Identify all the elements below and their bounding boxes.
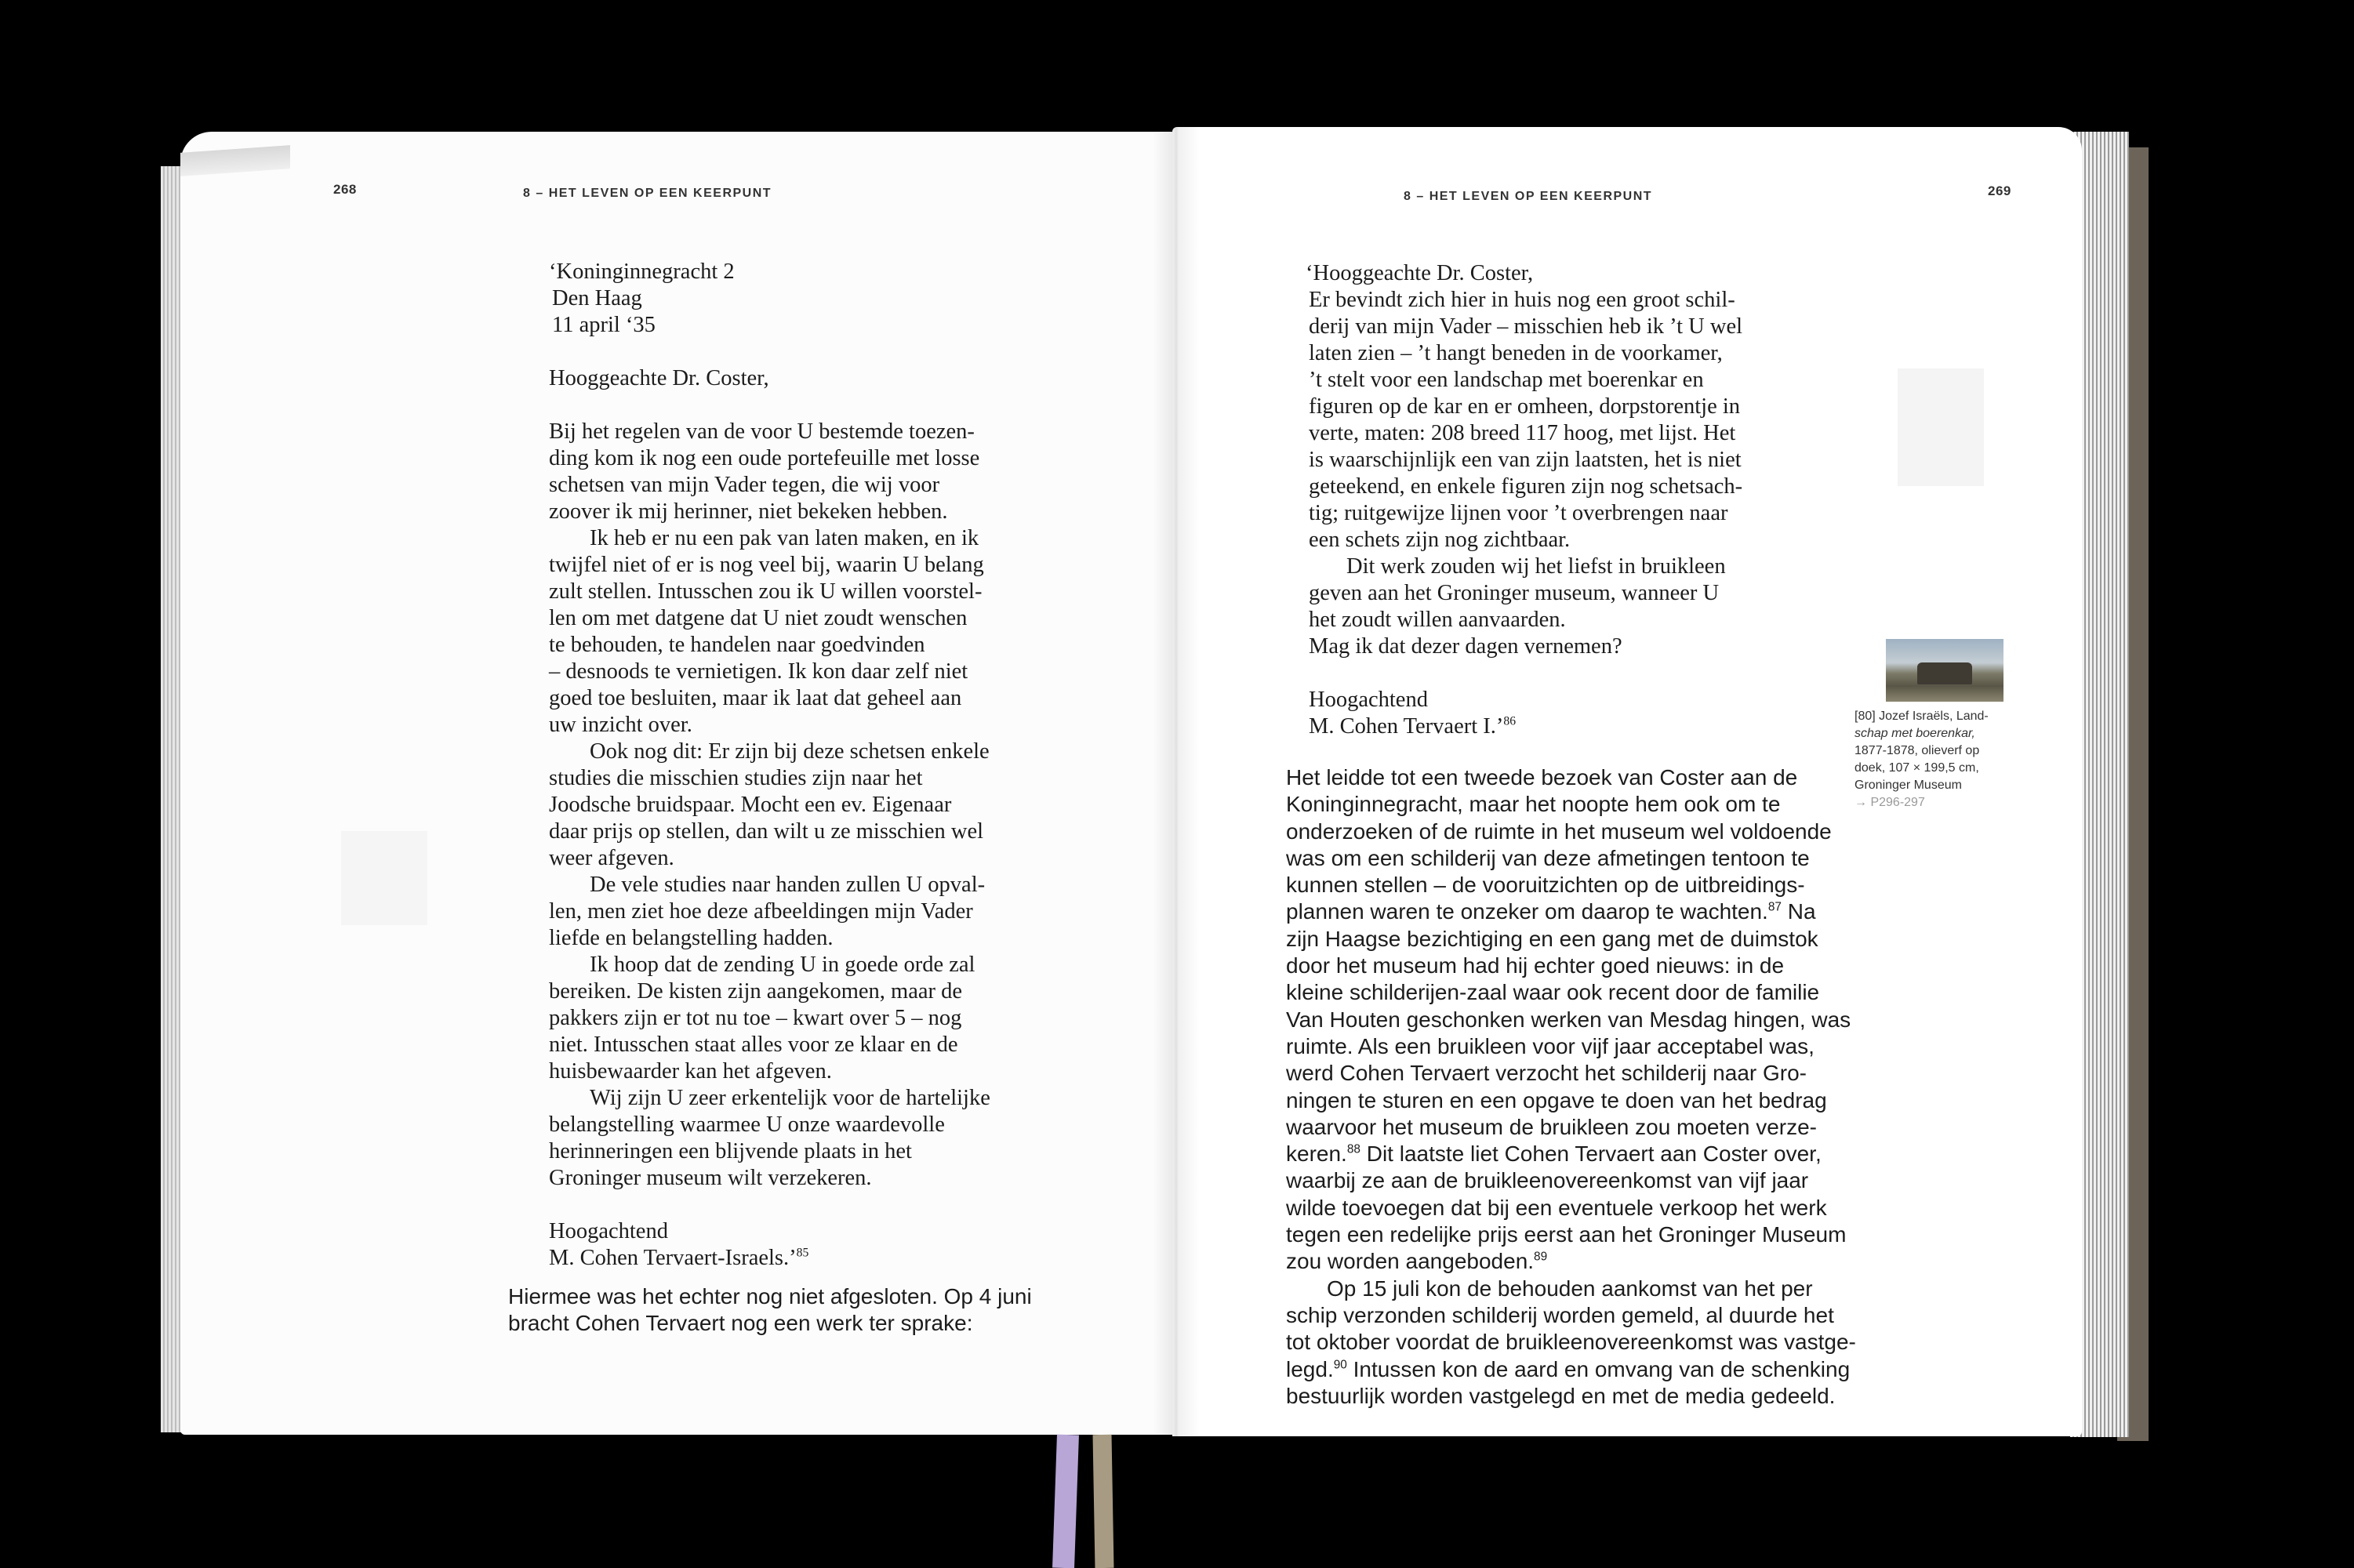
body-line: plannen waren te onzeker om daarop te wachten.$^{87}$ Na — [1286, 899, 1816, 924]
letter-line: Mag ik dat dezer dagen vernemen? — [1309, 634, 1622, 659]
body-line: werd Cohen Tervaert verzocht het schilderij naar Gro- — [1286, 1061, 1807, 1086]
letter-line: goed toe besluiten, maar ik laat dat geheel aan — [549, 686, 962, 710]
body-line: tegen een redelijke prijs eerst aan het Groninger Museum — [1286, 1222, 1847, 1247]
body-line: schip verzonden schilderij worden gemeld, al duurde het — [1286, 1302, 1834, 1327]
letter-line: tig; ruitgewijze lijnen voor ’t overbrengen naar — [1309, 501, 1728, 525]
caption-line: [80] Jozef Israëls, Land- — [1855, 710, 1989, 723]
left-page-number: 268 — [333, 182, 357, 197]
letter-line: studies die misschien studies zijn naar het — [549, 766, 923, 790]
letter-line: figuren op de kar en er omheen, dorpstorentje in — [1309, 394, 1741, 419]
body-line: waarbij ze aan de bruikleenovereenkomst van vijf jaar — [1286, 1168, 1809, 1193]
letter-line: pakkers zijn er tot nu toe – kwart over 5 – nog — [549, 1006, 962, 1030]
letter-line: ‘Koninginnegracht 2 — [549, 260, 735, 284]
caption-line: 1877-1878, olieverf op — [1855, 744, 1980, 757]
body-line: Het leidde tot een tweede bezoek van Coster aan de — [1286, 765, 1798, 789]
letter-line: De vele studies naar handen zullen U opval- — [590, 873, 986, 897]
footnote-ref: 86 — [1503, 714, 1517, 728]
figure-caption — [1855, 708, 2019, 811]
letter-line: ding kom ik nog een oude portefeuille met losse — [549, 446, 980, 470]
caption-line: doek, 107 × 199,5 cm, — [1855, 761, 1979, 775]
letter-line: Den Haag — [552, 286, 642, 310]
body-line: Op 15 juli kon de behouden aankomst van het per — [1327, 1276, 1813, 1301]
letter-line: niet. Intusschen staat alles voor ze klaar en de — [549, 1033, 958, 1057]
body-line: Koninginnegracht, maar het noopte hem ook om te — [1286, 792, 1781, 817]
letter-line: weer afgeven. — [549, 846, 674, 870]
letter-line: len om met datgene dat U niet zoudt wenschen — [549, 606, 968, 630]
body-line: Hiermee was het echter nog niet afgesloten. Op 4 juni — [508, 1284, 1032, 1308]
footnote-ref: 89 — [1534, 1250, 1548, 1265]
body-line: door het museum had hij echter goed nieuws: in de — [1286, 953, 1785, 978]
letter-line: Groninger museum wilt verzekeren. — [549, 1166, 872, 1190]
caption-line: Groninger Museum — [1855, 779, 1962, 792]
letter-line: daar prijs op stellen, dan wilt u ze misschien wel — [549, 819, 984, 844]
footnote-ref: 88 — [1346, 1142, 1360, 1156]
body-line: bestuurlijk worden vastgelegd en met de media gedeeld. — [1286, 1383, 1836, 1408]
letter-line: Hoogachtend — [549, 1219, 668, 1243]
letter-line: ’t stelt voor een landschap met boerenkar en — [1309, 368, 1704, 392]
letter-line: twijfel niet of er is nog veel bij, waarin U belang — [549, 553, 984, 577]
purple-bookmark-ribbon — [1052, 1435, 1079, 1568]
letter-line: len, men ziet hoe deze afbeeldingen mijn Vader — [549, 899, 973, 924]
body-line: kunnen stellen – de vooruitzichten op de uitbreidings- — [1286, 873, 1805, 898]
body-line: Van Houten geschonken werken van Mesdag hingen, was — [1286, 1007, 1851, 1032]
body-line: was om een schilderij van deze afmetingen tentoon te — [1286, 845, 1810, 870]
letter-line: derij van mijn Vader – misschien heb ik ’t U wel — [1309, 314, 1743, 339]
letter-line: Hooggeachte Dr. Coster, — [549, 366, 769, 390]
letter-line: herinneringen een blijvende plaats in het — [549, 1139, 912, 1163]
faint-show-through — [341, 831, 427, 925]
letter-line: Bij het regelen van de voor U bestemde toezen- — [549, 419, 975, 444]
spine-gutter — [1153, 127, 1200, 1436]
letter-line: belangstelling waarmee U onze waardevolle — [549, 1112, 945, 1137]
right-letter — [1306, 260, 1742, 740]
letter-line: Er bevindt zich hier in huis nog een groot schil- — [1309, 288, 1735, 312]
letter-signature-line: M. Cohen Tervaert I.’$^{86}$ — [1309, 714, 1517, 739]
body-line: tot oktober voordat de bruikleenovereenkomst was vastge- — [1286, 1330, 1856, 1355]
letter-line: zoover ik mij herinner, niet bekeken hebben. — [549, 499, 948, 524]
letter-line: Joodsche bruidspaar. Mocht een ev. Eigenaar — [549, 793, 952, 817]
letter-line: Dit werk zouden wij het liefst in bruikleen — [1346, 554, 1726, 579]
letter-line: bereiken. De kisten zijn aangekomen, maar de — [549, 979, 963, 1004]
right-page-number: 269 — [1988, 183, 2011, 198]
letter-line: Hoogachtend — [1309, 688, 1428, 712]
letter-line: verte, maten: 208 breed 117 hoog, met lijst. Het — [1309, 421, 1736, 445]
letter-line: huisbewaarder kan het afgeven. — [549, 1059, 832, 1083]
caption-page-reference: → P296-297 — [1855, 796, 1925, 809]
body-line: bracht Cohen Tervaert nog een werk ter sprake: — [508, 1311, 973, 1336]
letter-line: uw inzicht over. — [549, 713, 692, 737]
body-line: zijn Haagse bezichtiging en een gang met de duimstok — [1286, 926, 1818, 951]
footnote-ref: 87 — [1767, 901, 1782, 915]
letter-line: liefde en belangstelling hadden. — [549, 926, 834, 950]
body-line: onderzoeken of de ruimte in het museum wel voldoende — [1286, 818, 1832, 844]
letter-line: Ook nog dit: Er zijn bij deze schetsen enkele — [590, 739, 990, 764]
cart-shape — [1917, 662, 1972, 684]
letter-line: het zoudt willen aanvaarden. — [1309, 608, 1566, 632]
letter-line: een schets zijn nog zichtbaar. — [1309, 528, 1571, 552]
painting-thumbnail — [1886, 639, 2003, 702]
faint-show-through — [1898, 368, 1984, 486]
right-body-text — [1286, 764, 1856, 1410]
left-letter — [549, 259, 990, 1272]
body-line: waarvoor het museum de bruikleen zou moeten verze- — [1286, 1114, 1818, 1139]
letter-line: geteekend, en enkele figuren zijn nog schetsach- — [1309, 474, 1743, 499]
footnote-ref: 90 — [1333, 1358, 1347, 1372]
letter-line: is waarschijnlijk een van zijn laatsten, het is niet — [1309, 448, 1742, 472]
letter-line: geven aan het Groninger museum, wanneer U — [1309, 581, 1720, 605]
letter-line: schetsen van mijn Vader tegen, die wij voor — [549, 473, 940, 497]
letter-line: – desnoods te vernietigen. Ik kon daar zelf niet — [549, 659, 968, 684]
left-running-head: 8 – HET LEVEN OP EEN KEERPUNT — [523, 187, 772, 200]
letter-line: zult stellen. Intusschen zou ik U willen voorstel- — [549, 579, 983, 604]
body-line: ruimte. Als een bruikleen voor vijf jaar acceptabel was, — [1286, 1033, 1815, 1058]
body-line: ningen te sturen en een opgave te doen van het bedrag — [1286, 1087, 1827, 1112]
body-line: legd.$^{90}$ Intussen kon de aard en omvang van de schenking — [1286, 1356, 1851, 1381]
body-line: wilde toevoegen dat bij een eventuele verkoop het werk — [1286, 1195, 1827, 1220]
letter-signature-line: M. Cohen Tervaert-Israels.’$^{85}$ — [549, 1246, 809, 1270]
body-line: keren.$^{88}$ Dit laatste liet Cohen Tervaert aan Coster over, — [1286, 1142, 1822, 1167]
left-body-text — [508, 1283, 1032, 1338]
right-running-head: 8 – HET LEVEN OP EEN KEERPUNT — [1404, 190, 1653, 203]
letter-line: te behouden, te handelen naar goedvinden — [549, 633, 925, 657]
tan-bookmark-ribbon — [1093, 1435, 1114, 1568]
footnote-ref: 85 — [796, 1246, 809, 1260]
letter-line: Wij zijn U zeer erkentelijk voor de hartelijke — [590, 1086, 990, 1110]
letter-line: laten zien – ’t hangt beneden in de voorkamer, — [1309, 341, 1723, 365]
letter-line: 11 april ‘35 — [552, 313, 656, 337]
letter-line: ‘Hooggeachte Dr. Coster, — [1306, 261, 1534, 285]
caption-line: schap met boerenkar, — [1855, 727, 1975, 740]
letter-line: Ik hoop dat de zending U in goede orde zal — [590, 953, 975, 977]
body-line: kleine schilderijen-zaal waar ook recent door de familie — [1286, 980, 1820, 1005]
body-line: zou worden aangeboden.$^{89}$ — [1286, 1249, 1548, 1274]
letter-line: Ik heb er nu een pak van laten maken, en ik — [590, 526, 979, 550]
